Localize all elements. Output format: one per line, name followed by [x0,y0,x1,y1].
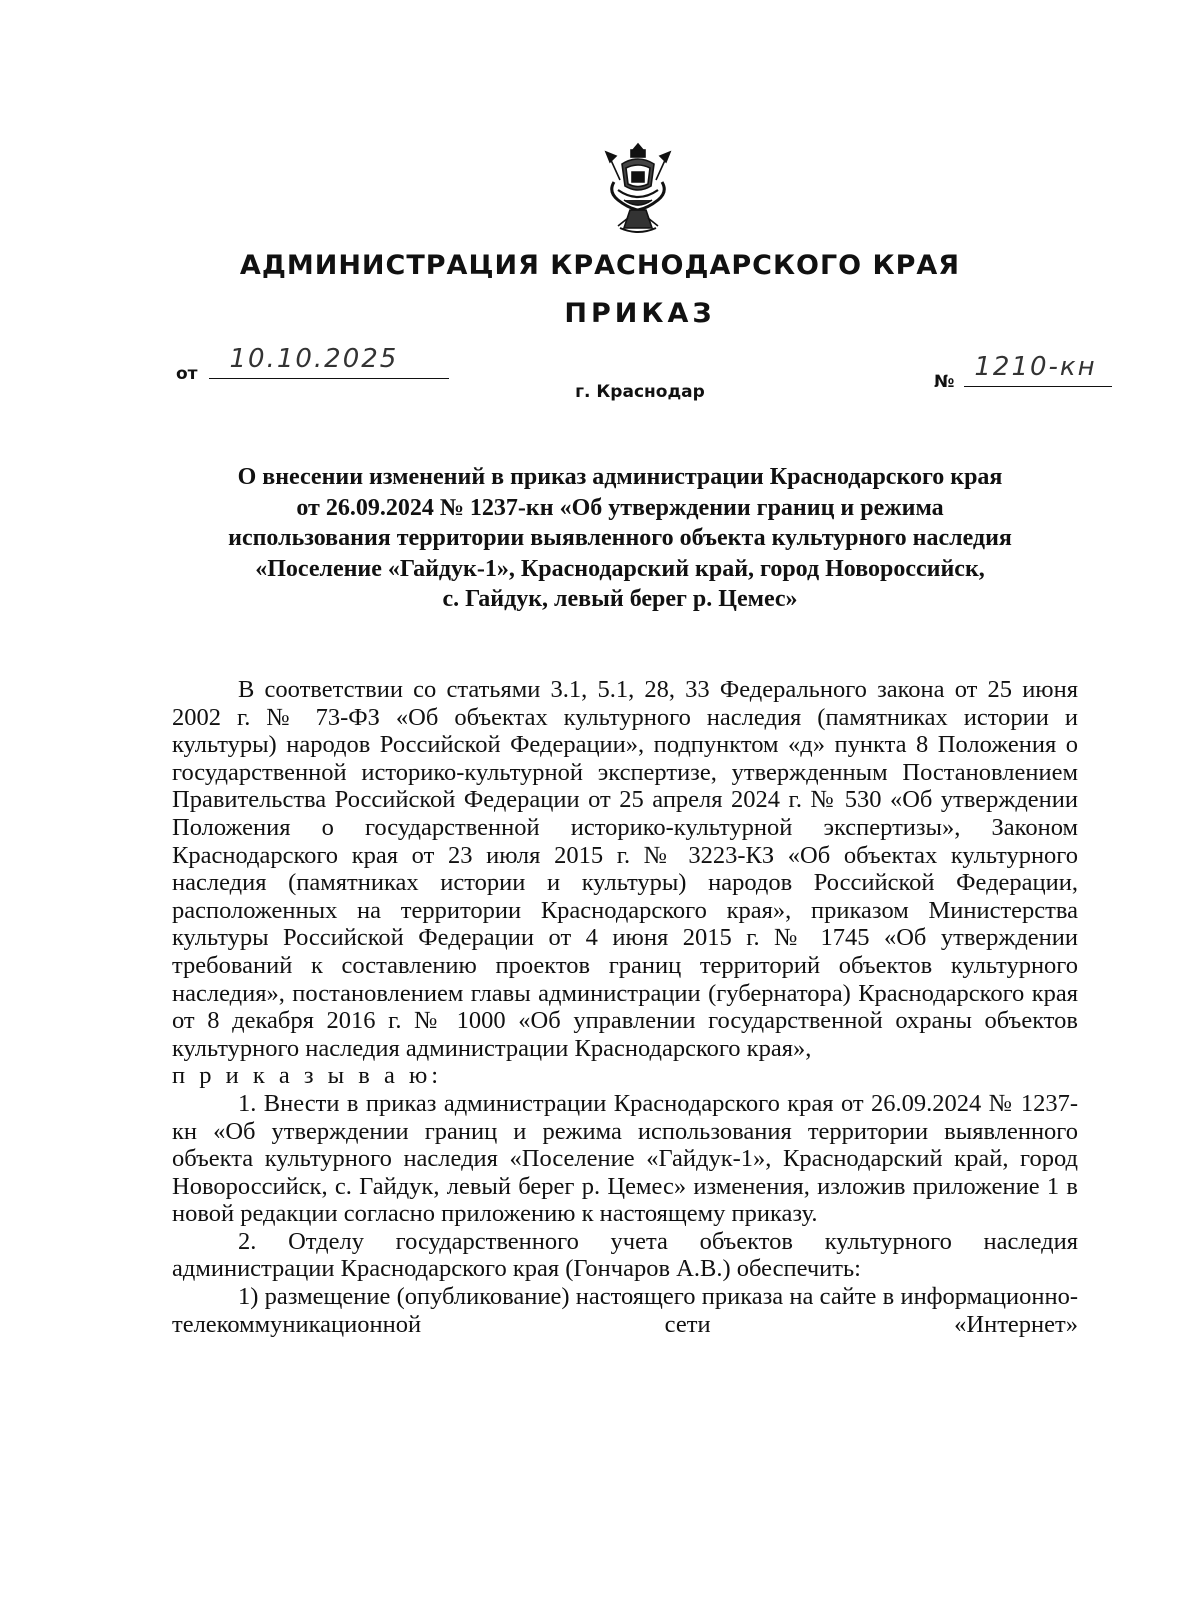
subject-line: О внесении изменений в приказ администрации Краснодарского края [237,464,1003,490]
order-subject [170,462,1070,615]
subject-line: с. Гайдук, левый берег р. Цемес» [442,586,798,612]
organization-name: АДМИНИСТРАЦИЯ КРАСНОДАРСКОГО КРАЯ [239,250,961,281]
coat-of-arms-icon [600,138,676,238]
date-label: от [176,364,198,384]
date-underline [209,344,449,379]
directive-word: п р и к а з ы в а ю: [172,1062,443,1090]
preamble-paragraph: В соответствии со статьями 3.1, 5.1, 28, 33 Федерального закона от 25 июня 2002 г. № 73-ФЗ «Об объектах культурного наследия (памятниках истории и культуры) народов Российской Федерации», подпунктом «д» пункта 8 Положения о государственной историко-культурной экспертизе, утвержденным Постановлением Правительства Российской Федерации от 25 апреля 2024 г. № 530 «Об утверждении Положения о государственной историко-культурной экспертизы», Законом Краснодарского края от 23 июля 2015 г. № 3223-КЗ «Об объектах культурного наследия (памятниках истории и культуры) народов Российской Федерации, расположенных на территории Краснодарского края», приказом Министерства культуры Российской Федерации от 4 июня 2015 г. № 1745 «Об утверждении требований к составлению проектов границ территорий объектов культурного наследия», постановлением главы администрации (губернатора) Краснодарского края от 8 декабря 2016 г. № 1000 «Об управлении государственной охраны объектов культурного наследия администрации Краснодарского края», [172,676,1078,1062]
document-type-title: ПРИКАЗ [564,298,716,329]
handwritten-date: 10.10.2025 [229,344,399,374]
subject-line: от 26.09.2024 № 1237-кн «Об утверждении границ и режима [296,494,944,521]
date-field [176,344,449,384]
item-1-paragraph: 1. Внести в приказ администрации Краснодарского края от 26.09.2024 № 1237-кн «Об утверждении границ и режима использования территории выявленного объекта культурного наследия «Поселение «Гайдук-1», Краснодарский край, город Новороссийск, с. Гайдук, левый берег р. Цемес» изменения, изложив приложение 1 в новой редакции согласно приложению к настоящему приказу. [172,1089,1078,1228]
number-label: № [934,372,955,392]
handwritten-number: 1210-кн [974,352,1097,382]
city-name: г. Краснодар [575,382,705,402]
item-2-paragraph: 2. Отделу государственного учета объектов культурного наследия администрации Краснодарского края (Гончаров А.В.) обеспечить: [172,1227,1078,1283]
order-body [172,676,1078,1338]
subject-line: «Поселение «Гайдук-1», Краснодарский край, город Новороссийск, [255,555,985,582]
item-2-1-paragraph: 1) размещение (опубликование) настоящего приказа на сайте в информационно-телекоммуникационной сети «Интернет» [172,1283,1078,1338]
subject-line: использования территории выявленного объекта культурного наследия [228,525,1012,551]
